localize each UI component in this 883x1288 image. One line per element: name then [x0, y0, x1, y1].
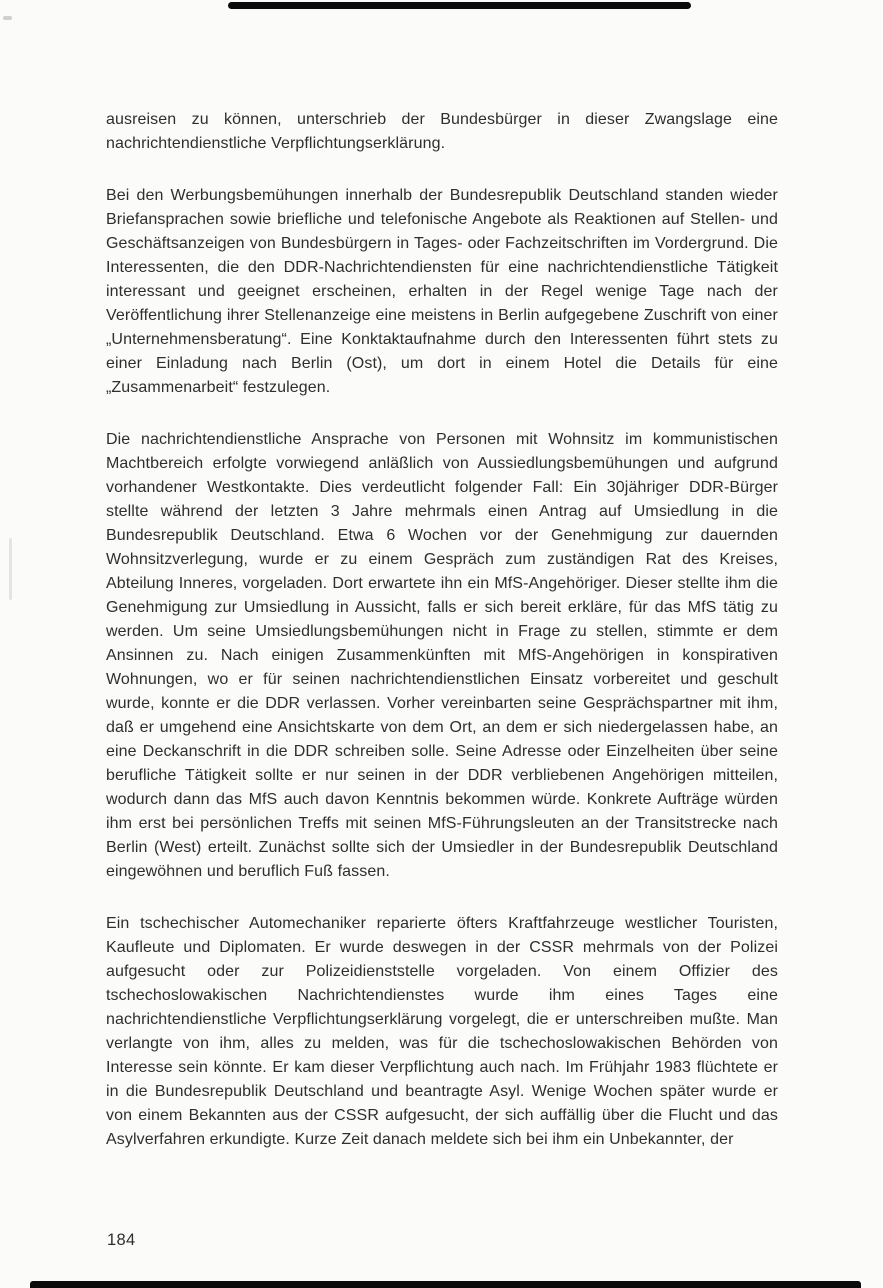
- paragraph-werbungsbemuehungen: Bei den Werbungsbemühungen innerhalb der Bundesrepublik Deutschland standen wieder Briefansprachen sowie briefliche und telefonische Angebote als Reaktionen auf Stellen- und Geschäftsanzeigen von Bundesbürgern in Tages- oder Fachzeitschriften im Vordergrund. Die Interessenten, die den DDR-Nachrichtendiensten für eine nachrichtendienstliche Tätigkeit interessant und geeignet erscheinen, erhalten in der Regel wenige Tage nach der Veröffentlichung ihrer Stellenanzeige eine meistens in Berlin aufgegebene Zuschrift von einer „Unternehmensberatung“. Eine Konktaktaufnahme durch den Interessenten führt stets zu einer Einladung nach Berlin (Ost), um dort in einem Hotel die Details für eine „Zusammenarbeit“ festzulegen.: [106, 187, 778, 396]
- paragraph-ddr-fallbeispiel: Die nachrichtendienstliche Ansprache von Personen mit Wohnsitz im kommunistischen Machtbereich erfolgte vorwiegend anläßlich von Aussiedlungsbemühungen und aufgrund vorhandener Westkontakte. Dies verdeutlicht folgender Fall: Ein 30jähriger DDR-Bürger stellte während der letzten 3 Jahre mehrmals einen Antrag auf Umsiedlung in die Bundesrepublik Deutschland. Etwa 6 Wochen vor der Genehmigung zur dauernden Wohnsitzverlegung, wurde er zu einem Gespräch zum zuständigen Rat des Kreises, Abteilung Inneres, vorgeladen. Dort erwartete ihn ein MfS-Angehöriger. Dieser stellte ihm die Genehmigung zur Umsiedlung in Aussicht, falls er sich bereit erkläre, für das MfS tätig zu werden. Um seine Umsiedlungsbemühungen nicht in Frage zu stellen, stimmte er dem Ansinnen zu. Nach einigen Zusammenkünften mit MfS-Angehörigen in konspirativen Wohnungen, wo er für seinen nachrichtendienstlichen Einsatz vorbereitet und geschult wurde, konnte er die DDR verlassen. Vorher vereinbarten seine Gesprächspartner mit ihm, daß er umgehend eine Ansichtskarte von dem Ort, an dem er sich niedergelassen habe, an eine Deckanschrift in die DDR schreiben solle. Seine Adresse oder Einzelheiten über seine berufliche Tätigkeit sollte er nur seinen in der DDR verbliebenen Angehörigen mitteilen, wodurch dann das MfS auch davon Kenntnis bekommen würde. Konkrete Aufträge würden ihm erst bei persönlichen Treffs mit seinen MfS-Führungsleuten an der Transitstrecke nach Berlin (West) erteilt. Zunächst sollte sich der Umsiedler in der Bundesrepublik Deutschland eingewöhnen und beruflich Fuß fassen.: [106, 431, 778, 880]
- scan-artifact-left-margin: [9, 538, 12, 600]
- paragraph-cssr-fallbeispiel: Ein tschechischer Automechaniker reparierte öfters Kraftfahrzeuge westlicher Touristen, Kaufleute und Diplomaten. Er wurde deswegen in der CSSR mehrmals von der Polizei aufgesucht oder zur Polizeidienststelle vorgeladen. Von einem Offizier des tschechoslowakischen Nachrichtendienstes wurde ihm eines Tages eine nachrichtendienstliche Verpflichtungserklärung vorgelegt, die er unterschreiben mußte. Man verlangte von ihm, alles zu melden, was für die tschechoslowakischen Behörden von Interesse sein könnte. Er kam dieser Verpflichtung auch nach. Im Frühjahr 1983 flüchtete er in die Bundesrepublik Deutschland und beantragte Asyl. Wenige Wochen später wurde er von einem Bekannten aus der CSSR aufgesucht, der sich auffällig über die Flucht und das Asylverfahren erkundigte. Kurze Zeit danach meldete sich bei ihm ein Unbekannter, der: [106, 915, 778, 1148]
- body-text: [106, 108, 778, 1152]
- paragraph-continuation: ausreisen zu können, unterschrieb der Bundesbürger in dieser Zwangslage eine nachrichtendienstliche Verpflichtungserklärung.: [106, 111, 778, 152]
- scan-artifact-topleft: [3, 16, 12, 20]
- scan-edge-top: [228, 2, 691, 9]
- scan-edge-bottom: [30, 1281, 861, 1288]
- page-number: 184: [107, 1231, 136, 1249]
